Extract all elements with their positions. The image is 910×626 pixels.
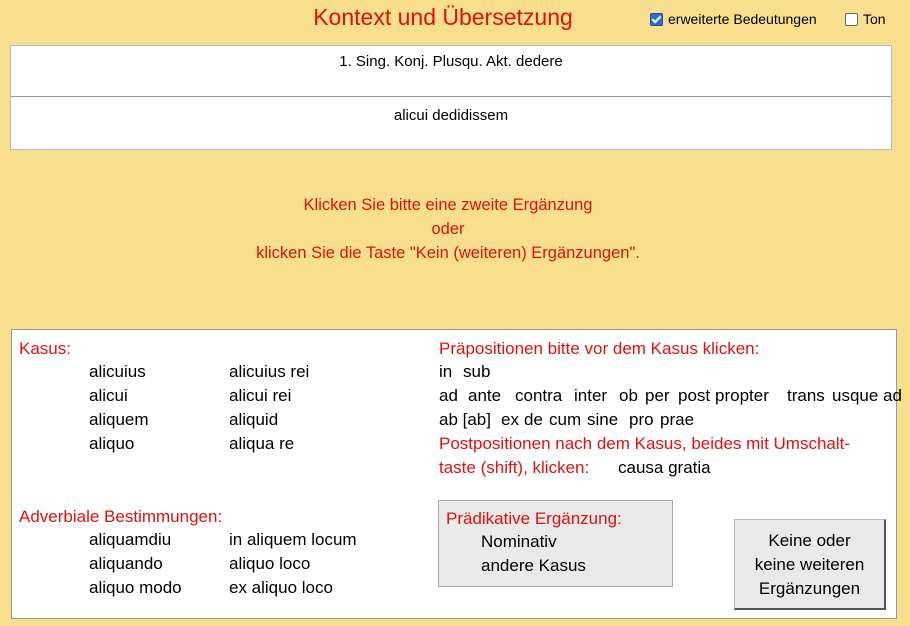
button-label-line: keine weiteren (754, 555, 865, 574)
postpositions-heading: Postpositionen nach dem Kasus, beides mit Umschalt- (439, 434, 851, 453)
preposition-item[interactable]: ante (468, 386, 502, 405)
button-label-line: Keine oder (768, 531, 851, 550)
kasus-item[interactable]: alicui (89, 386, 128, 405)
preposition-item[interactable]: ex (501, 410, 519, 429)
complement-selection-panel (11, 329, 902, 619)
predicative-heading: Prädikative Ergänzung: (446, 509, 622, 528)
preposition-item[interactable]: ad (439, 386, 458, 405)
preposition-item[interactable]: per (645, 386, 670, 405)
kasus-item[interactable]: alicui rei (229, 386, 292, 405)
preposition-item[interactable]: propter (715, 386, 769, 405)
context-panel (10, 45, 892, 150)
prepositions-heading: Präpositionen bitte vor dem Kasus klicken: (439, 339, 760, 358)
adverbial-item[interactable]: aliquando (89, 554, 163, 573)
current-phrase: alicui dedidissem (393, 107, 509, 124)
adverbial-item[interactable]: ex aliquo loco (229, 578, 333, 597)
instruction-line: oder (431, 220, 465, 238)
kasus-item[interactable]: aliquid (229, 410, 279, 429)
preposition-item[interactable]: prae (660, 410, 695, 429)
adverbial-item[interactable]: aliquo loco (229, 554, 311, 573)
checkbox-checked-icon[interactable] (650, 13, 663, 26)
sound-checkbox[interactable] (845, 11, 886, 27)
instruction-text (0, 193, 896, 265)
preposition-item[interactable]: post (678, 386, 711, 405)
preposition-item[interactable]: trans (787, 386, 825, 405)
preposition-item[interactable]: sub (463, 362, 491, 381)
kasus-item[interactable]: alicuius rei (229, 362, 310, 381)
preposition-item[interactable]: pro (629, 410, 654, 429)
button-label-line: Ergänzungen (758, 579, 861, 598)
kasus-item[interactable]: aliquo (89, 434, 135, 453)
kasus-heading: Kasus: (19, 339, 71, 358)
checkbox-unchecked-icon[interactable] (845, 13, 858, 26)
postposition-item[interactable]: causa gratia (618, 458, 711, 477)
preposition-item[interactable]: inter (574, 386, 608, 405)
predicative-item[interactable]: andere Kasus (481, 556, 586, 575)
predicative-item[interactable]: Nominativ (481, 532, 557, 551)
adverbial-heading: Adverbiale Bestimmungen: (19, 507, 223, 526)
adverbial-item[interactable]: in aliquem locum (229, 530, 357, 549)
page-title: Kontext und Übersetzung (313, 4, 573, 30)
kasus-item[interactable]: alicuius (89, 362, 146, 381)
preposition-item[interactable]: ab [ab] (439, 410, 491, 429)
kasus-item[interactable]: aliqua re (229, 434, 295, 453)
preposition-item[interactable]: cum (549, 410, 582, 429)
adverbial-item[interactable]: aliquo modo (89, 578, 182, 597)
preposition-item[interactable]: sine (587, 410, 619, 429)
preposition-item[interactable]: contra (515, 386, 563, 405)
extended-meanings-label: erweiterte Bedeutungen (668, 11, 817, 27)
sound-label: Ton (863, 11, 886, 27)
instruction-line: klicken Sie die Taste "Kein (weiteren) Ergänzungen". (256, 244, 640, 262)
no-further-complements-button[interactable] (734, 519, 886, 610)
preposition-item[interactable]: usque ad (832, 386, 902, 405)
preposition-item[interactable]: de (524, 410, 543, 429)
adverbial-item[interactable]: aliquamdiu (89, 530, 172, 549)
extended-meanings-checkbox[interactable] (650, 11, 817, 27)
form-description: 1. Sing. Konj. Plusqu. Akt. dedere (11, 46, 891, 97)
preposition-item[interactable]: ob (619, 386, 638, 405)
instruction-line: Klicken Sie bitte eine zweite Ergänzung (303, 196, 593, 214)
preposition-item[interactable]: in (439, 362, 453, 381)
predicative-box (438, 500, 673, 587)
kasus-item[interactable]: aliquem (89, 410, 149, 429)
postpositions-heading-cont: taste (shift), klicken: (439, 458, 590, 477)
